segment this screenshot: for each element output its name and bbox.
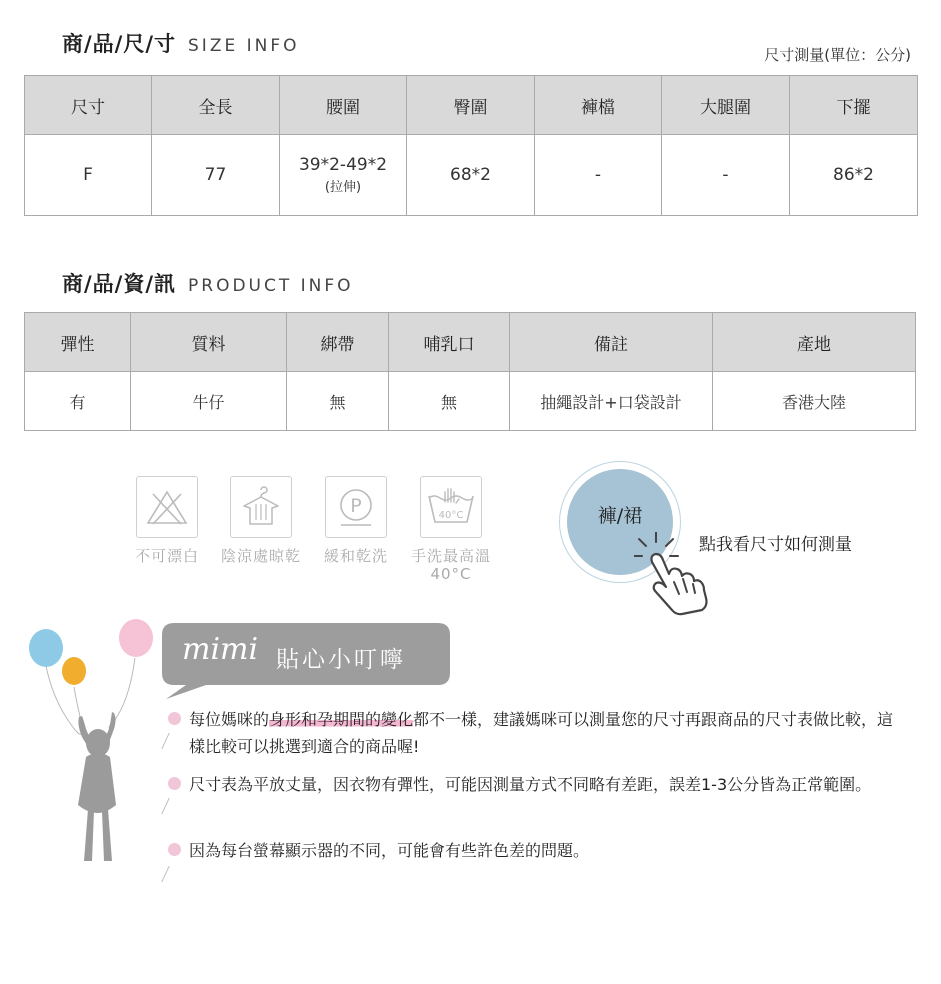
product-title-en: PRODUCT INFO	[188, 276, 354, 296]
unit-note: 尺寸測量(單位：公分)	[764, 46, 911, 64]
cell-length: 77	[152, 135, 280, 216]
care-label-line1: 手洗最高溫	[410, 547, 491, 565]
care-label: 陰涼處晾乾	[220, 547, 301, 565]
tip-item-1	[189, 706, 909, 760]
bullet-stroke	[161, 866, 178, 882]
svg-text:P: P	[350, 495, 362, 517]
girl-silhouette	[78, 712, 116, 861]
cell-remarks: 抽繩設計+口袋設計	[510, 372, 713, 431]
pink-balloon	[119, 619, 153, 657]
care-label	[406, 547, 496, 583]
cell-tie: 無	[287, 372, 389, 431]
shade-dry-icon	[230, 476, 292, 538]
header-remarks: 備註	[510, 313, 713, 372]
header-thigh: 大腿圍	[662, 76, 790, 135]
blue-balloon	[29, 629, 63, 667]
bullet-dot	[168, 777, 181, 790]
tip-1-highlight: 身形和孕期間的變化	[269, 710, 414, 729]
bullet-dot	[168, 712, 181, 725]
gentle-dry-clean-icon	[325, 476, 387, 538]
size-title-zh: 商/品/尺/寸	[62, 32, 177, 56]
tip-1-pre: 每位媽咪的	[189, 710, 270, 729]
header-elasticity: 彈性	[25, 313, 131, 372]
measure-circle-label: 褲/裙	[597, 504, 643, 527]
bullet-stroke	[161, 798, 178, 814]
table-row	[25, 372, 916, 431]
product-info-title	[62, 268, 354, 298]
cell-material: 牛仔	[131, 372, 287, 431]
size-table	[24, 75, 918, 216]
cell-waist	[280, 135, 407, 216]
care-label: 緩和乾洗	[323, 547, 388, 565]
header-length: 全長	[152, 76, 280, 135]
cell-elasticity: 有	[25, 372, 131, 431]
care-shade-dry	[216, 476, 306, 565]
header-material: 質料	[131, 313, 287, 372]
orange-balloon	[62, 657, 86, 685]
no-bleach-icon	[136, 476, 198, 538]
hand-wash-icon	[420, 476, 482, 538]
tip-1-post: 都不一樣，建議媽咪可以測量您的尺寸再跟商品的尺寸表做比較，這樣比較可以挑選到適合的商品喔!	[189, 710, 894, 756]
size-title-en: SIZE INFO	[188, 36, 300, 56]
tip-item-3: 因為每台螢幕顯示器的不同，可能會有些許色差的問題。	[189, 841, 590, 860]
product-title-zh: 商/品/資/訊	[62, 272, 177, 296]
header-hip: 臀圍	[407, 76, 535, 135]
size-table-header-row	[25, 76, 918, 135]
care-no-bleach	[122, 476, 212, 565]
header-origin: 產地	[713, 313, 916, 372]
cell-origin: 香港大陸	[713, 372, 916, 431]
cell-hip: 68*2	[407, 135, 535, 216]
measure-guide-link[interactable]: 點我看尺寸如何測量	[699, 535, 852, 555]
cell-rise: -	[535, 135, 662, 216]
product-table	[24, 312, 916, 431]
size-info-title	[62, 28, 300, 58]
header-rise: 褲檔	[535, 76, 662, 135]
table-row	[25, 135, 918, 216]
temp-text: 40°C	[438, 510, 464, 521]
care-hand-wash	[406, 476, 496, 583]
cell-size: F	[25, 135, 152, 216]
cell-thigh: -	[662, 135, 790, 216]
product-table-header-row	[25, 313, 916, 372]
bubble-title: 貼心小叮嚀	[276, 647, 406, 673]
header-nursing-opening: 哺乳口	[389, 313, 510, 372]
care-label-line2: 40°C	[430, 565, 472, 583]
waist-value: 39*2-49*2	[298, 155, 388, 175]
care-label: 不可漂白	[134, 547, 199, 565]
cell-nursing-opening: 無	[389, 372, 510, 431]
care-gentle-dry-clean	[311, 476, 401, 565]
tip-item-2: 尺寸表為平放丈量，因衣物有彈性，可能因測量方式不同略有差距，誤差1-3公分皆為正常範圍。	[189, 775, 872, 794]
header-size: 尺寸	[25, 76, 152, 135]
cell-hem: 86*2	[790, 135, 918, 216]
header-waist: 腰圍	[280, 76, 407, 135]
bullet-dot	[168, 843, 181, 856]
header-tie: 綁帶	[287, 313, 389, 372]
header-hem: 下擺	[790, 76, 918, 135]
waist-note: (拉伸)	[324, 180, 362, 195]
bubble-brand: mimi	[182, 632, 259, 667]
bullet-stroke	[161, 733, 178, 749]
balloon-girl-illustration	[22, 615, 162, 867]
